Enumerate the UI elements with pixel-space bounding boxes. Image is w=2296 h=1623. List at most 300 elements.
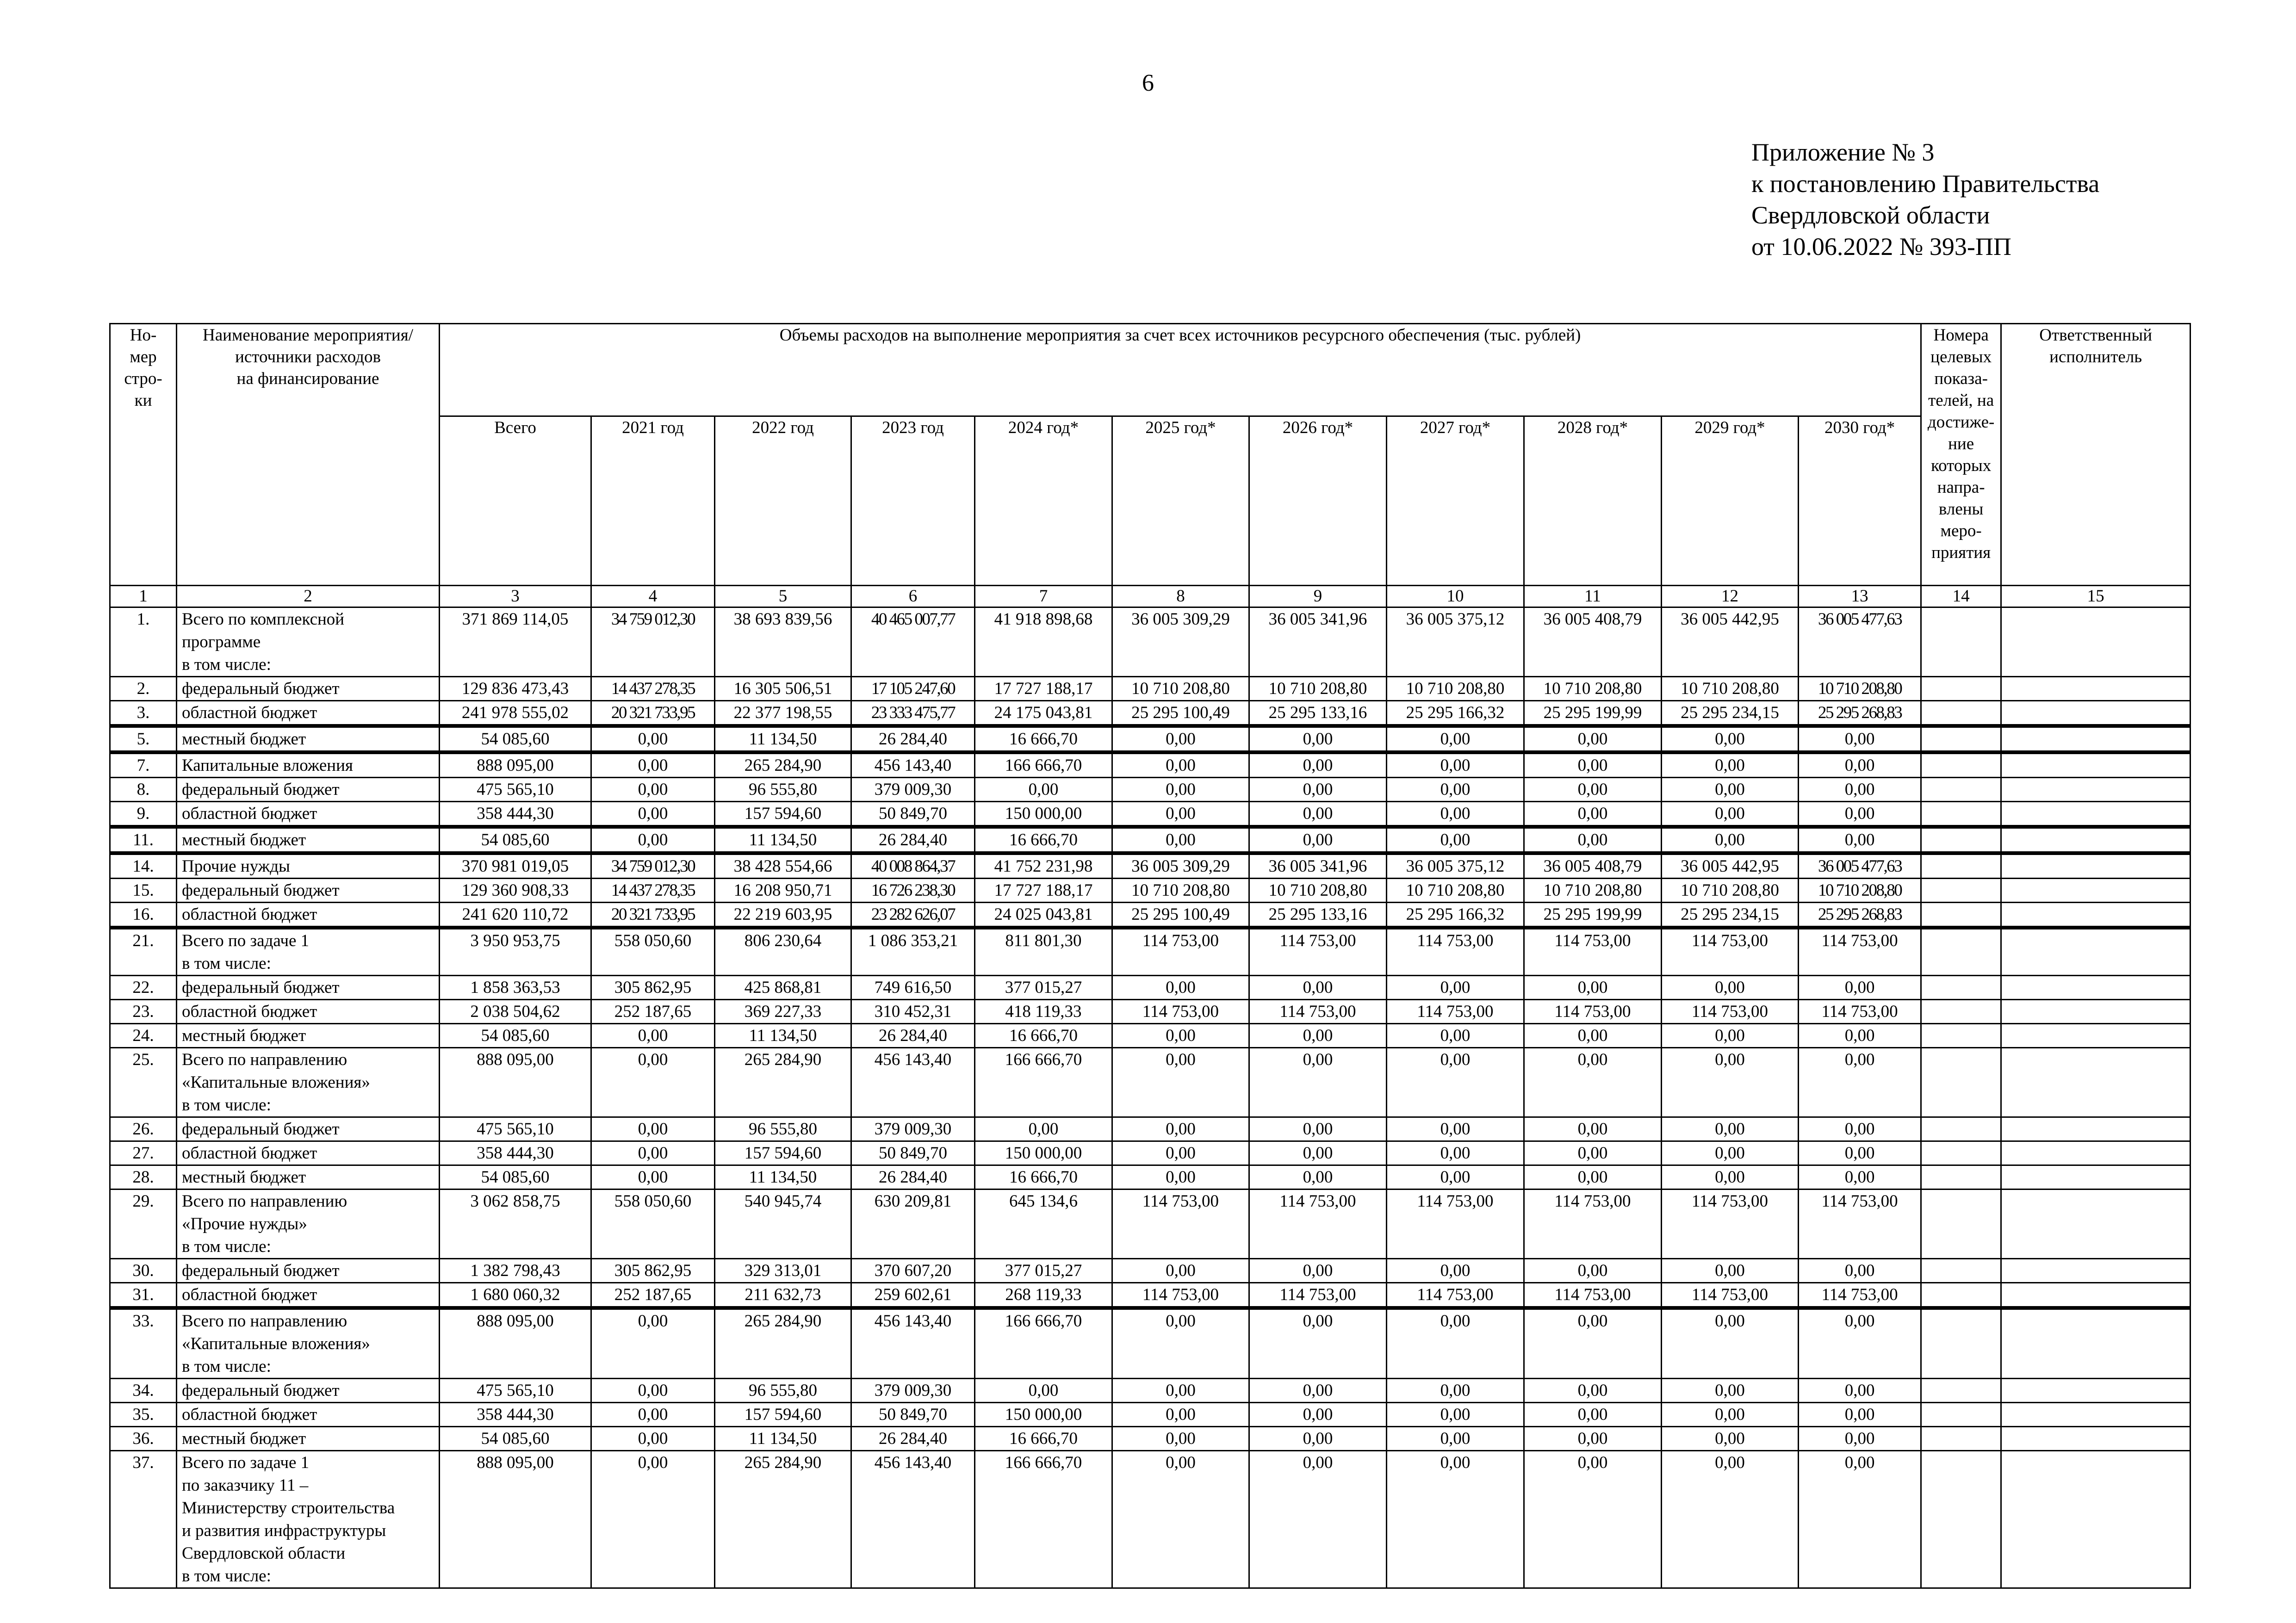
- value-cell: 54 085,60: [440, 1165, 591, 1189]
- value-cell: 0,00: [1524, 1024, 1662, 1048]
- value-cell: 157 594,60: [715, 1403, 851, 1427]
- value-cell: 25 295 133,16: [1249, 903, 1387, 928]
- value-cell: 0,00: [1662, 1048, 1799, 1117]
- value-cell: 26 284,40: [851, 1427, 975, 1451]
- value-cell: 0,00: [1662, 1141, 1799, 1165]
- value-cell: 10 710 208,80: [1387, 879, 1524, 903]
- row-name: [177, 1451, 440, 1588]
- value-cell: 0,00: [1112, 778, 1249, 802]
- value-cell: 16 666,70: [975, 1165, 1112, 1189]
- indicator-cell: [1921, 1165, 2001, 1189]
- value-cell: 25 295 100,49: [1112, 903, 1249, 928]
- value-cell: 114 753,00: [1249, 928, 1387, 976]
- value-cell: 265 284,90: [715, 1048, 851, 1117]
- text-line: Ответственный: [2039, 326, 2152, 345]
- value-cell: 22 219 603,95: [715, 903, 851, 928]
- value-cell: 36 005 408,79: [1524, 853, 1662, 879]
- value-cell: 0,00: [1249, 752, 1387, 778]
- value-cell: 114 753,00: [1387, 1000, 1524, 1024]
- row-name: [177, 802, 440, 827]
- value-cell: 0,00: [1662, 976, 1799, 1000]
- indicator-cell: [1921, 1141, 2001, 1165]
- row-number: 26.: [110, 1117, 177, 1141]
- text-line: Всего по задаче 1: [182, 931, 310, 950]
- value-cell: 0,00: [1799, 752, 1921, 778]
- text-line: «Капитальные вложения»: [182, 1334, 370, 1353]
- value-cell: 17 727 188,17: [975, 879, 1112, 903]
- value-cell: 26 284,40: [851, 827, 975, 853]
- value-cell: 0,00: [1249, 1379, 1387, 1403]
- value-cell: 25 295 100,49: [1112, 701, 1249, 726]
- text-line: в том числе:: [182, 1357, 271, 1376]
- value-cell: 888 095,00: [440, 1048, 591, 1117]
- value-cell: 0,00: [1524, 1403, 1662, 1427]
- value-cell: 558 050,60: [591, 1189, 715, 1259]
- value-cell: 265 284,90: [715, 752, 851, 778]
- value-cell: 0,00: [1112, 1165, 1249, 1189]
- value-cell: 0,00: [1249, 802, 1387, 827]
- appendix-line: от 10.06.2022 № 393-ПП: [1751, 233, 2011, 260]
- value-cell: 0,00: [1387, 1308, 1524, 1379]
- column-number: 1: [110, 586, 177, 607]
- value-cell: 16 305 506,51: [715, 677, 851, 701]
- text-line: меро-: [1940, 521, 1982, 540]
- table-row: [110, 802, 2191, 827]
- responsible-cell: [2001, 802, 2191, 827]
- indicator-cell: [1921, 778, 2001, 802]
- column-number: 5: [715, 586, 851, 607]
- row-number: 7.: [110, 752, 177, 778]
- responsible-cell: [2001, 752, 2191, 778]
- responsible-cell: [2001, 1283, 2191, 1308]
- value-cell: 0,00: [591, 1024, 715, 1048]
- value-cell: 16 666,70: [975, 827, 1112, 853]
- column-number: 12: [1662, 586, 1799, 607]
- responsible-cell: [2001, 1117, 2191, 1141]
- table-row: [110, 879, 2191, 903]
- responsible-cell: [2001, 1024, 2191, 1048]
- indicator-cell: [1921, 752, 2001, 778]
- row-number: 27.: [110, 1141, 177, 1165]
- value-cell: 211 632,73: [715, 1283, 851, 1308]
- text-line: местный бюджет: [182, 730, 306, 749]
- text-line: напра-: [1937, 478, 1985, 497]
- value-cell: 25 295 268,83: [1799, 701, 1921, 726]
- text-line: в том числе:: [182, 1096, 271, 1115]
- indicator-cell: [1921, 879, 2001, 903]
- value-cell: 0,00: [1249, 1451, 1387, 1588]
- value-cell: 10 710 208,80: [1662, 677, 1799, 701]
- header-year: 2029 год*: [1662, 416, 1799, 586]
- value-cell: 114 753,00: [1662, 1000, 1799, 1024]
- responsible-cell: [2001, 607, 2191, 677]
- value-cell: 3 950 953,75: [440, 928, 591, 976]
- value-cell: 16 726 238,30: [851, 879, 975, 903]
- header-year: 2028 год*: [1524, 416, 1662, 586]
- value-cell: 114 753,00: [1249, 1283, 1387, 1308]
- responsible-cell: [2001, 1000, 2191, 1024]
- value-cell: 0,00: [1387, 1427, 1524, 1451]
- header-responsible: [2001, 324, 2191, 586]
- value-cell: 0,00: [1524, 1427, 1662, 1451]
- value-cell: 0,00: [1387, 1379, 1524, 1403]
- row-number: 35.: [110, 1403, 177, 1427]
- row-name: [177, 726, 440, 752]
- value-cell: 888 095,00: [440, 1451, 591, 1588]
- table-row: [110, 778, 2191, 802]
- table-row: [110, 1024, 2191, 1048]
- text-line: федеральный бюджет: [182, 1261, 340, 1280]
- value-cell: 0,00: [1112, 1048, 1249, 1117]
- value-cell: 749 616,50: [851, 976, 975, 1000]
- value-cell: 630 209,81: [851, 1189, 975, 1259]
- table-row: [110, 1427, 2191, 1451]
- value-cell: 0,00: [1387, 1117, 1524, 1141]
- value-cell: 0,00: [975, 1379, 1112, 1403]
- responsible-cell: [2001, 701, 2191, 726]
- value-cell: 558 050,60: [591, 928, 715, 976]
- responsible-cell: [2001, 1141, 2191, 1165]
- value-cell: 0,00: [591, 1379, 715, 1403]
- value-cell: 150 000,00: [975, 802, 1112, 827]
- value-cell: 96 555,80: [715, 1117, 851, 1141]
- header-year: 2024 год*: [975, 416, 1112, 586]
- text-line: Свердловской области: [182, 1544, 346, 1563]
- text-line: областной бюджет: [182, 703, 317, 722]
- value-cell: 456 143,40: [851, 1451, 975, 1588]
- value-cell: 0,00: [1524, 1379, 1662, 1403]
- value-cell: 0,00: [1662, 726, 1799, 752]
- row-number: 31.: [110, 1283, 177, 1308]
- text-line: стро-: [124, 369, 162, 388]
- value-cell: 0,00: [1387, 1165, 1524, 1189]
- table-row: [110, 928, 2191, 976]
- value-cell: 645 134,6: [975, 1189, 1112, 1259]
- row-name: [177, 752, 440, 778]
- text-line: программе: [182, 632, 261, 651]
- indicator-cell: [1921, 1117, 2001, 1141]
- row-name: [177, 1259, 440, 1283]
- value-cell: 806 230,64: [715, 928, 851, 976]
- value-cell: 0,00: [591, 1403, 715, 1427]
- value-cell: 0,00: [1112, 1403, 1249, 1427]
- text-line: областной бюджет: [182, 905, 317, 924]
- responsible-cell: [2001, 976, 2191, 1000]
- value-cell: 0,00: [1387, 827, 1524, 853]
- row-number: 16.: [110, 903, 177, 928]
- value-cell: 0,00: [1524, 1048, 1662, 1117]
- value-cell: 26 284,40: [851, 726, 975, 752]
- value-cell: 0,00: [1249, 1308, 1387, 1379]
- row-number: 15.: [110, 879, 177, 903]
- table-row: [110, 1308, 2191, 1379]
- text-line: местный бюджет: [182, 1026, 306, 1045]
- value-cell: 0,00: [1799, 1308, 1921, 1379]
- value-cell: 0,00: [1112, 1259, 1249, 1283]
- value-cell: 11 134,50: [715, 1165, 851, 1189]
- value-cell: 540 945,74: [715, 1189, 851, 1259]
- text-line: влены: [1938, 500, 1984, 519]
- text-line: федеральный бюджет: [182, 679, 340, 698]
- value-cell: 475 565,10: [440, 1117, 591, 1141]
- value-cell: 0,00: [1387, 1403, 1524, 1427]
- value-cell: 0,00: [1249, 827, 1387, 853]
- value-cell: 114 753,00: [1387, 1189, 1524, 1259]
- text-line: Всего по направлению: [182, 1192, 348, 1211]
- row-number: 11.: [110, 827, 177, 853]
- value-cell: 0,00: [1112, 1117, 1249, 1141]
- table-row: [110, 1379, 2191, 1403]
- value-cell: 259 602,61: [851, 1283, 975, 1308]
- value-cell: 114 753,00: [1249, 1000, 1387, 1024]
- value-cell: 379 009,30: [851, 1379, 975, 1403]
- value-cell: 0,00: [1112, 752, 1249, 778]
- value-cell: 371 869 114,05: [440, 607, 591, 677]
- header-year: 2021 год: [591, 416, 715, 586]
- value-cell: 0,00: [1662, 752, 1799, 778]
- value-cell: 0,00: [1249, 1141, 1387, 1165]
- value-cell: 310 452,31: [851, 1000, 975, 1024]
- table-row: [110, 1165, 2191, 1189]
- value-cell: 10 710 208,80: [1249, 879, 1387, 903]
- responsible-cell: [2001, 879, 2191, 903]
- value-cell: 96 555,80: [715, 778, 851, 802]
- value-cell: 114 753,00: [1799, 1283, 1921, 1308]
- table-row: [110, 1403, 2191, 1427]
- value-cell: 0,00: [1662, 1427, 1799, 1451]
- value-cell: 0,00: [1662, 802, 1799, 827]
- text-line: в том числе:: [182, 1237, 271, 1256]
- value-cell: 0,00: [1524, 827, 1662, 853]
- value-cell: 0,00: [1524, 1308, 1662, 1379]
- value-cell: 2 038 504,62: [440, 1000, 591, 1024]
- text-line: областной бюджет: [182, 1144, 317, 1163]
- table-row: [110, 752, 2191, 778]
- row-name: [177, 1117, 440, 1141]
- text-line: местный бюджет: [182, 830, 306, 849]
- value-cell: 17 105 247,60: [851, 677, 975, 701]
- row-name: [177, 928, 440, 976]
- responsible-cell: [2001, 1427, 2191, 1451]
- text-line: Номера: [1933, 326, 1989, 345]
- value-cell: 0,00: [1524, 778, 1662, 802]
- value-cell: 0,00: [1387, 726, 1524, 752]
- value-cell: 0,00: [1249, 1024, 1387, 1048]
- row-name: [177, 1024, 440, 1048]
- value-cell: 425 868,81: [715, 976, 851, 1000]
- value-cell: 456 143,40: [851, 1308, 975, 1379]
- value-cell: 11 134,50: [715, 1427, 851, 1451]
- value-cell: 0,00: [1524, 726, 1662, 752]
- header-target-indicators: [1921, 324, 2001, 586]
- text-line: ки: [134, 391, 152, 410]
- value-cell: 265 284,90: [715, 1308, 851, 1379]
- value-cell: 36 005 442,95: [1662, 853, 1799, 879]
- row-name: [177, 879, 440, 903]
- value-cell: 0,00: [1112, 1427, 1249, 1451]
- value-cell: 11 134,50: [715, 1024, 851, 1048]
- row-number: 34.: [110, 1379, 177, 1403]
- value-cell: 456 143,40: [851, 1048, 975, 1117]
- text-line: в том числе:: [182, 1567, 271, 1586]
- indicator-cell: [1921, 1451, 2001, 1588]
- text-line: федеральный бюджет: [182, 978, 340, 997]
- value-cell: 114 753,00: [1112, 928, 1249, 976]
- value-cell: 34 759 012,30: [591, 853, 715, 879]
- responsible-cell: [2001, 1048, 2191, 1117]
- value-cell: 50 849,70: [851, 1141, 975, 1165]
- indicator-cell: [1921, 853, 2001, 879]
- table-row: [110, 976, 2191, 1000]
- value-cell: 36 005 309,29: [1112, 607, 1249, 677]
- header-expense-volumes: Объемы расходов на выполнение мероприятия за счет всех источников ресурсного обеспечения (тыс. рублей): [440, 324, 1921, 416]
- value-cell: 114 753,00: [1524, 1189, 1662, 1259]
- value-cell: 0,00: [1662, 1024, 1799, 1048]
- header-year: 2025 год*: [1112, 416, 1249, 586]
- text-line: местный бюджет: [182, 1168, 306, 1187]
- responsible-cell: [2001, 1165, 2191, 1189]
- value-cell: 0,00: [1249, 1403, 1387, 1427]
- value-cell: 114 753,00: [1662, 1189, 1799, 1259]
- value-cell: 26 284,40: [851, 1024, 975, 1048]
- indicator-cell: [1921, 1403, 2001, 1427]
- value-cell: 114 753,00: [1799, 1000, 1921, 1024]
- value-cell: 20 321 733,95: [591, 701, 715, 726]
- value-cell: 26 284,40: [851, 1165, 975, 1189]
- value-cell: 54 085,60: [440, 1024, 591, 1048]
- value-cell: 54 085,60: [440, 827, 591, 853]
- value-cell: 11 134,50: [715, 827, 851, 853]
- value-cell: 25 295 166,32: [1387, 903, 1524, 928]
- value-cell: 25 295 133,16: [1249, 701, 1387, 726]
- indicator-cell: [1921, 607, 2001, 677]
- value-cell: 3 062 858,75: [440, 1189, 591, 1259]
- value-cell: 811 801,30: [975, 928, 1112, 976]
- value-cell: 0,00: [591, 752, 715, 778]
- value-cell: 114 753,00: [1387, 1283, 1524, 1308]
- header-activity-name: [177, 324, 440, 586]
- row-number: 30.: [110, 1259, 177, 1283]
- value-cell: 25 295 199,99: [1524, 701, 1662, 726]
- value-cell: 114 753,00: [1799, 928, 1921, 976]
- indicator-cell: [1921, 1259, 2001, 1283]
- value-cell: 166 666,70: [975, 1048, 1112, 1117]
- value-cell: 0,00: [1249, 1165, 1387, 1189]
- value-cell: 0,00: [591, 778, 715, 802]
- value-cell: 16 666,70: [975, 1024, 1112, 1048]
- row-number: 8.: [110, 778, 177, 802]
- text-line: источники расходов: [235, 347, 381, 366]
- value-cell: 16 666,70: [975, 1427, 1112, 1451]
- value-cell: 0,00: [1249, 1427, 1387, 1451]
- responsible-cell: [2001, 726, 2191, 752]
- text-line: федеральный бюджет: [182, 881, 340, 900]
- value-cell: 0,00: [1799, 976, 1921, 1000]
- value-cell: 40 008 864,37: [851, 853, 975, 879]
- row-name: [177, 1048, 440, 1117]
- row-name: [177, 1308, 440, 1379]
- table-row: [110, 1117, 2191, 1141]
- value-cell: 10 710 208,80: [1662, 879, 1799, 903]
- text-line: Всего по задаче 1: [182, 1453, 310, 1472]
- value-cell: 358 444,30: [440, 802, 591, 827]
- value-cell: 0,00: [1387, 1024, 1524, 1048]
- value-cell: 41 918 898,68: [975, 607, 1112, 677]
- value-cell: 16 666,70: [975, 726, 1112, 752]
- value-cell: 0,00: [1112, 802, 1249, 827]
- text-line: Министерству строительства: [182, 1499, 395, 1518]
- text-line: местный бюджет: [182, 1429, 306, 1448]
- value-cell: 38 693 839,56: [715, 607, 851, 677]
- table-row: [110, 1283, 2191, 1308]
- value-cell: 0,00: [1112, 1451, 1249, 1588]
- value-cell: 0,00: [1524, 1117, 1662, 1141]
- value-cell: 0,00: [975, 1117, 1112, 1141]
- value-cell: 0,00: [1112, 726, 1249, 752]
- value-cell: 36 005 341,96: [1249, 607, 1387, 677]
- value-cell: 166 666,70: [975, 1308, 1112, 1379]
- value-cell: 0,00: [1799, 802, 1921, 827]
- row-number: 14.: [110, 853, 177, 879]
- responsible-cell: [2001, 827, 2191, 853]
- value-cell: 0,00: [1799, 1024, 1921, 1048]
- text-line: «Капитальные вложения»: [182, 1073, 370, 1092]
- text-line: по заказчику 11 –: [182, 1476, 309, 1495]
- value-cell: 0,00: [591, 1451, 715, 1588]
- indicator-cell: [1921, 701, 2001, 726]
- value-cell: 0,00: [1662, 1117, 1799, 1141]
- value-cell: 0,00: [1249, 1117, 1387, 1141]
- row-name: [177, 607, 440, 677]
- indicator-cell: [1921, 677, 2001, 701]
- indicator-cell: [1921, 976, 2001, 1000]
- value-cell: 241 978 555,02: [440, 701, 591, 726]
- text-line: Капитальные вложения: [182, 756, 353, 775]
- table-row: [110, 1259, 2191, 1283]
- value-cell: 456 143,40: [851, 752, 975, 778]
- value-cell: 0,00: [1662, 1308, 1799, 1379]
- value-cell: 1 858 363,53: [440, 976, 591, 1000]
- value-cell: 14 437 278,35: [591, 879, 715, 903]
- text-line: на финансирование: [236, 369, 379, 388]
- value-cell: 20 321 733,95: [591, 903, 715, 928]
- text-line: приятия: [1931, 543, 1991, 562]
- value-cell: 0,00: [1112, 976, 1249, 1000]
- value-cell: 25 295 166,32: [1387, 701, 1524, 726]
- value-cell: 50 849,70: [851, 802, 975, 827]
- indicator-cell: [1921, 1308, 2001, 1379]
- header-year: 2023 год: [851, 416, 975, 586]
- value-cell: 0,00: [975, 778, 1112, 802]
- indicator-cell: [1921, 1283, 2001, 1308]
- row-name: [177, 1000, 440, 1024]
- table-row: [110, 853, 2191, 879]
- value-cell: 114 753,00: [1799, 1189, 1921, 1259]
- value-cell: 0,00: [1249, 778, 1387, 802]
- value-cell: 0,00: [1387, 1451, 1524, 1588]
- value-cell: 0,00: [1799, 827, 1921, 853]
- row-name: [177, 677, 440, 701]
- value-cell: 25 295 199,99: [1524, 903, 1662, 928]
- indicator-cell: [1921, 802, 2001, 827]
- row-name: [177, 1189, 440, 1259]
- indicator-cell: [1921, 903, 2001, 928]
- row-number: 37.: [110, 1451, 177, 1588]
- value-cell: 0,00: [1799, 1427, 1921, 1451]
- value-cell: 0,00: [1524, 1259, 1662, 1283]
- value-cell: 379 009,30: [851, 1117, 975, 1141]
- value-cell: 0,00: [1249, 976, 1387, 1000]
